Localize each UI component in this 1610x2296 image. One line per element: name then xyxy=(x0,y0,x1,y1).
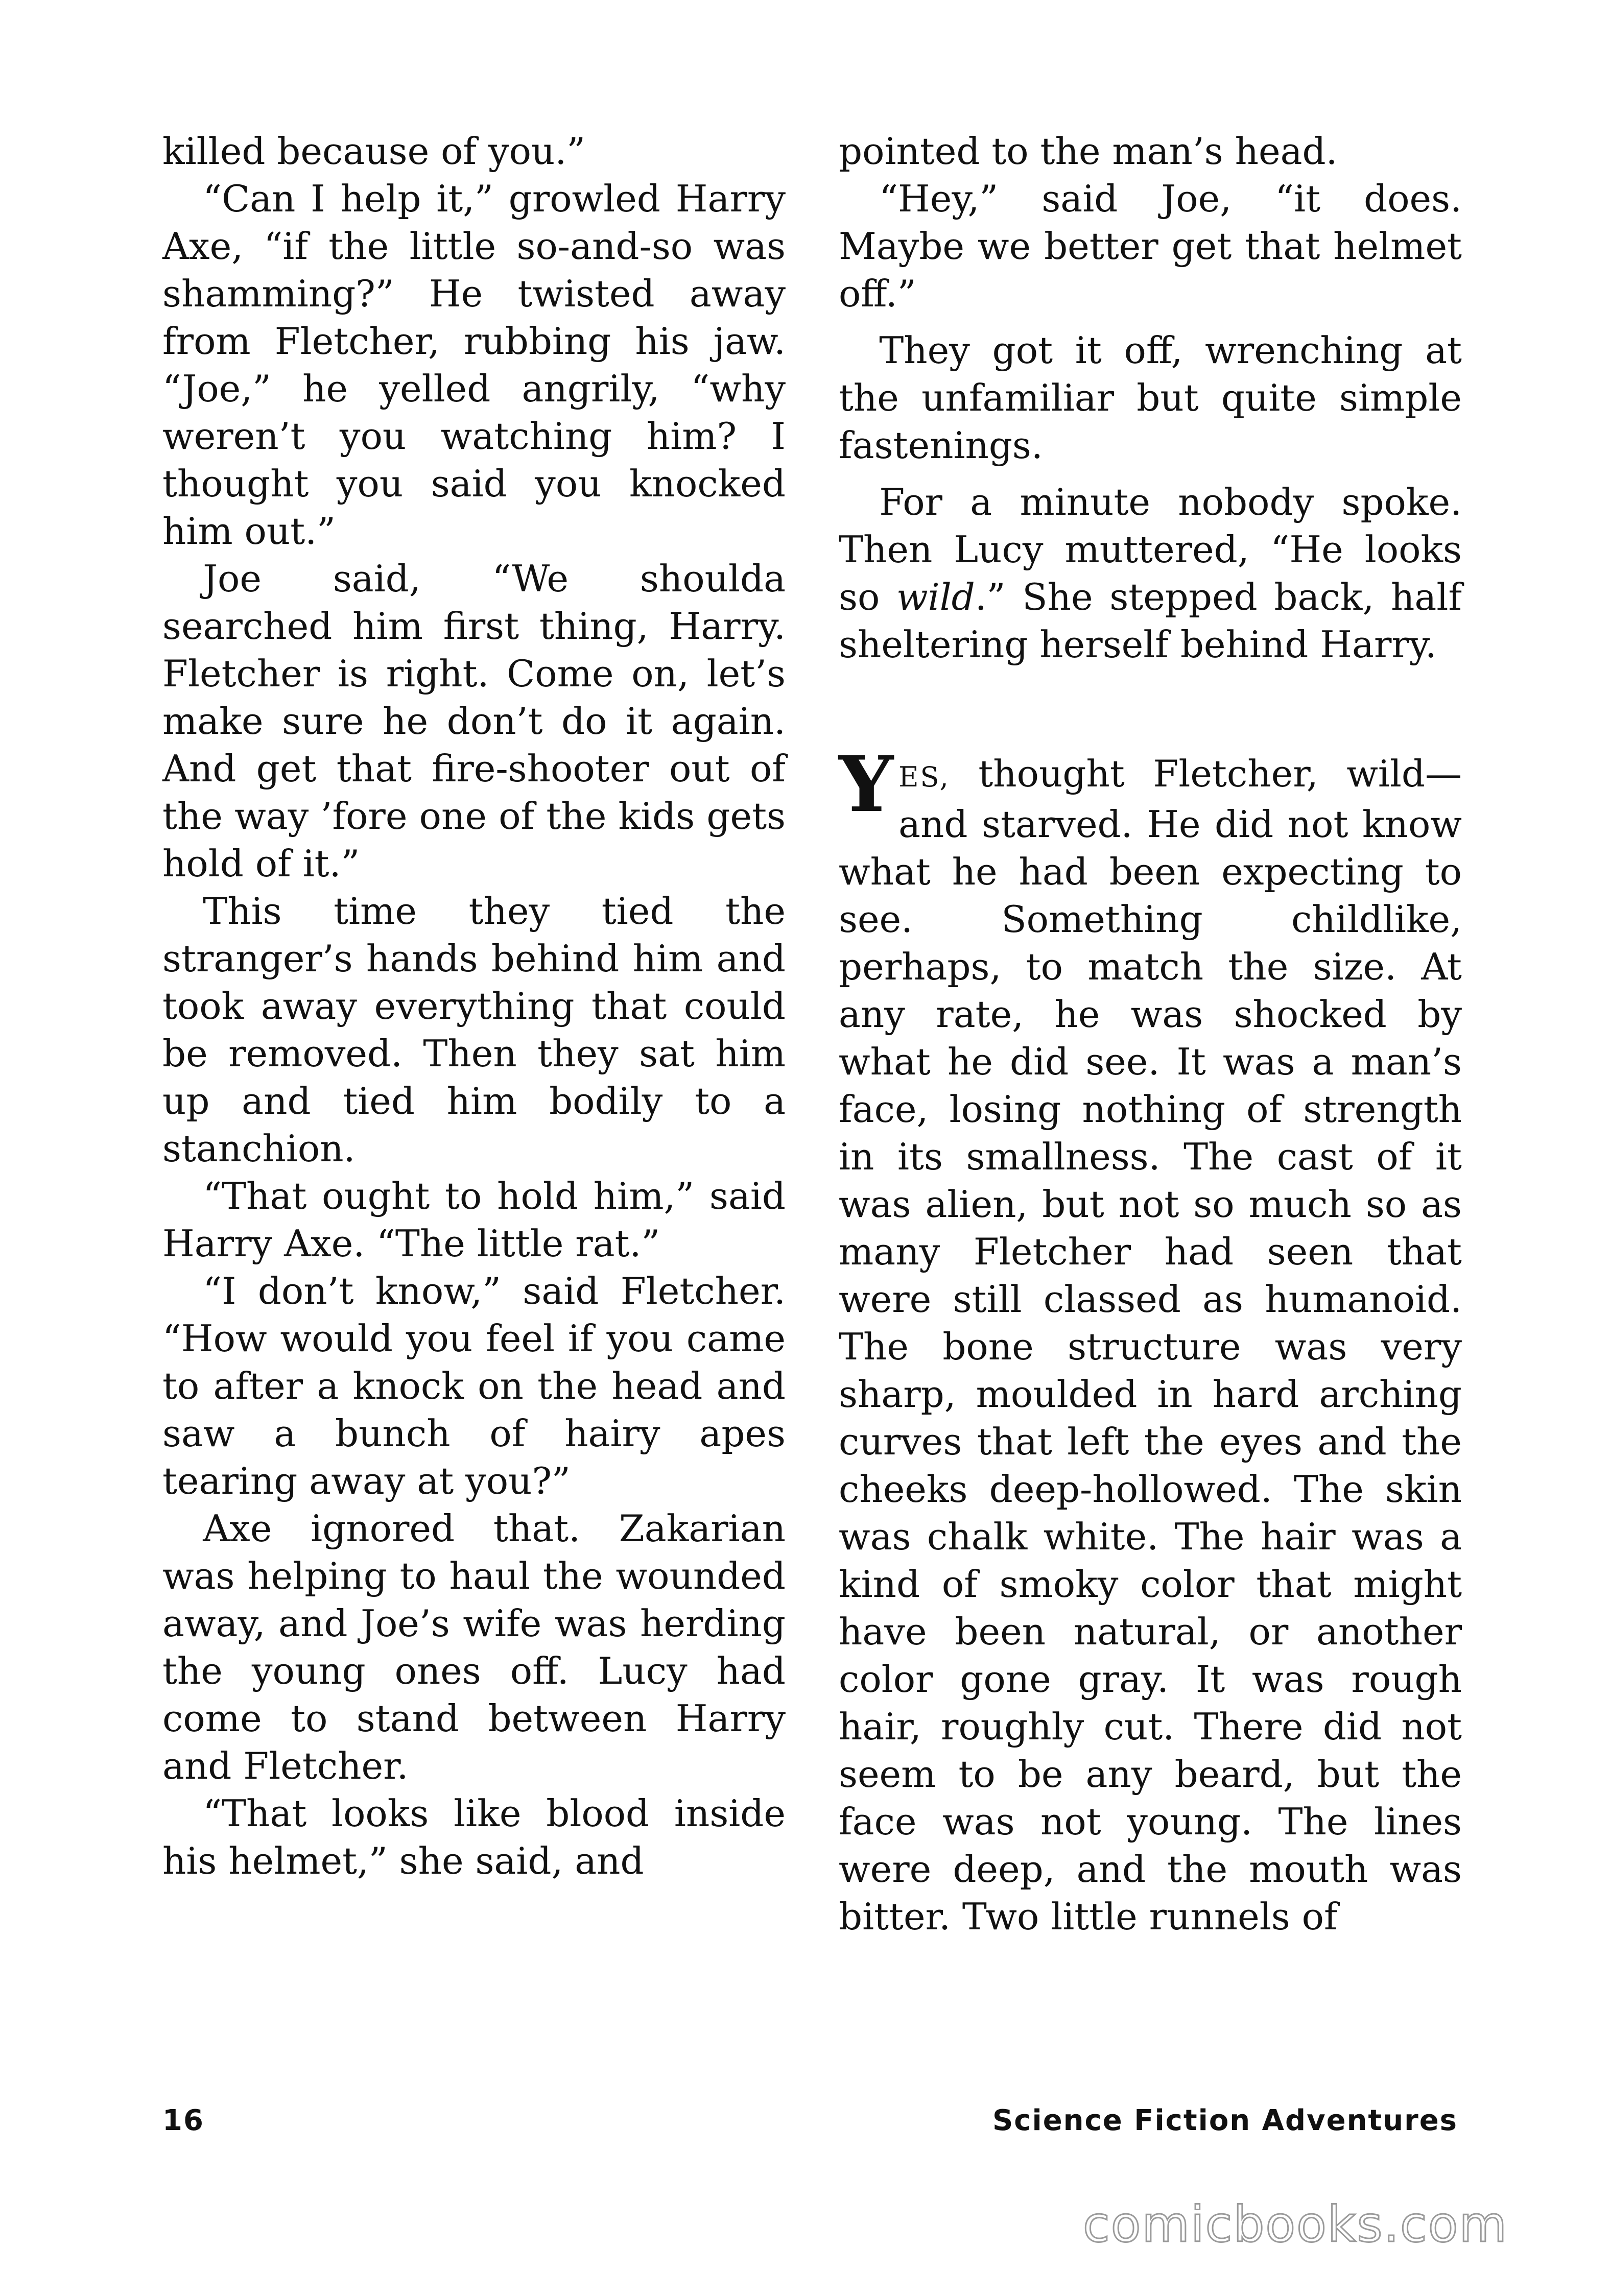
paragraph: pointed to the man’s head. xyxy=(839,130,1338,173)
section-break xyxy=(839,668,1462,750)
magazine-title: Science Fiction Adventures xyxy=(992,2104,1458,2137)
paragraph: This time they tied the stranger’s hands behind him and took away everything that could be removed. Then they sat him up and tied him bodily to a stanchion. xyxy=(162,890,786,1170)
paragraph: “Can I help it,” growled Harry Axe, “if the little so-and-so was shamming?” He twisted away from Fletcher, rubbing his jaw. “Joe,” he yelled angrily, “why weren’t you watching him? I thought you said you knocked him out.” xyxy=(162,177,786,553)
paragraph: “That looks like blood inside his helmet,” she said, and xyxy=(162,1792,786,1882)
drop-cap: Y xyxy=(839,739,894,829)
paragraph: Joe said, “We shoulda searched him first thing, Harry. Fletcher is right. Come on, let’s make sure he don’t do it again. And get that fire-shooter out of the way ’fore one of the kids gets hold of it.” xyxy=(162,557,786,885)
left-text-column xyxy=(162,128,786,1885)
page-number: 16 xyxy=(162,2104,204,2137)
paragraph: “I don’t know,” said Fletcher. “How would you feel if you came to after a knock on the head and saw a bunch of hairy apes tearing away at you?” xyxy=(162,1270,786,1502)
paragraph: “Hey,” said Joe, “it does. Maybe we better get that helmet off.” xyxy=(839,177,1462,315)
right-text-column xyxy=(839,128,1462,1941)
paragraph-text: thought Fletcher, wild—and starved. He did not know what he had been expecting to see. Something childlike, perhaps, to match the size. At any rate, he was shocked by what he did see. It was a man’s face, losing nothing of strength in its smallness. The cast of it was alien, but not so much so as many Fletcher had seen that were still classed as humanoid. The bone structure was very sharp, moulded in hard arching curves that left the eyes and the cheeks deep-hollowed. The skin was chalk white. The hair was a kind of smoky color that might have been natural, or another color gone gray. It was rough hair, roughly cut. There did not seem to be any beard, but the face was not young. The lines were deep, and the mouth was bitter. Two little runnels of xyxy=(839,752,1462,1938)
small-caps-lead: ES, xyxy=(898,761,950,793)
section-opening-paragraph xyxy=(839,739,1462,1941)
paragraph: They got it off, wrenching at the unfamiliar but quite simple fastenings. xyxy=(839,329,1462,467)
watermark: comicbooks.com xyxy=(1082,2196,1508,2253)
paragraph: killed because of you.” xyxy=(162,130,586,173)
paragraph-text: .” She stepped back, half sheltering herself behind Harry. xyxy=(839,576,1462,666)
paragraph: “That ought to hold him,” said Harry Axe. “The little rat.” xyxy=(162,1175,786,1265)
emphasized-word: wild xyxy=(896,576,975,618)
paragraph: Axe ignored that. Zakarian was helping to haul the wounded away, and Joe’s wife was herding the young ones off. Lucy had come to stand between Harry and Fletcher. xyxy=(162,1507,786,1787)
paragraph-lucy xyxy=(839,479,1462,668)
paragraph-text: For a minute nobody spoke. Then Lucy muttered, “He looks so xyxy=(839,481,1462,618)
